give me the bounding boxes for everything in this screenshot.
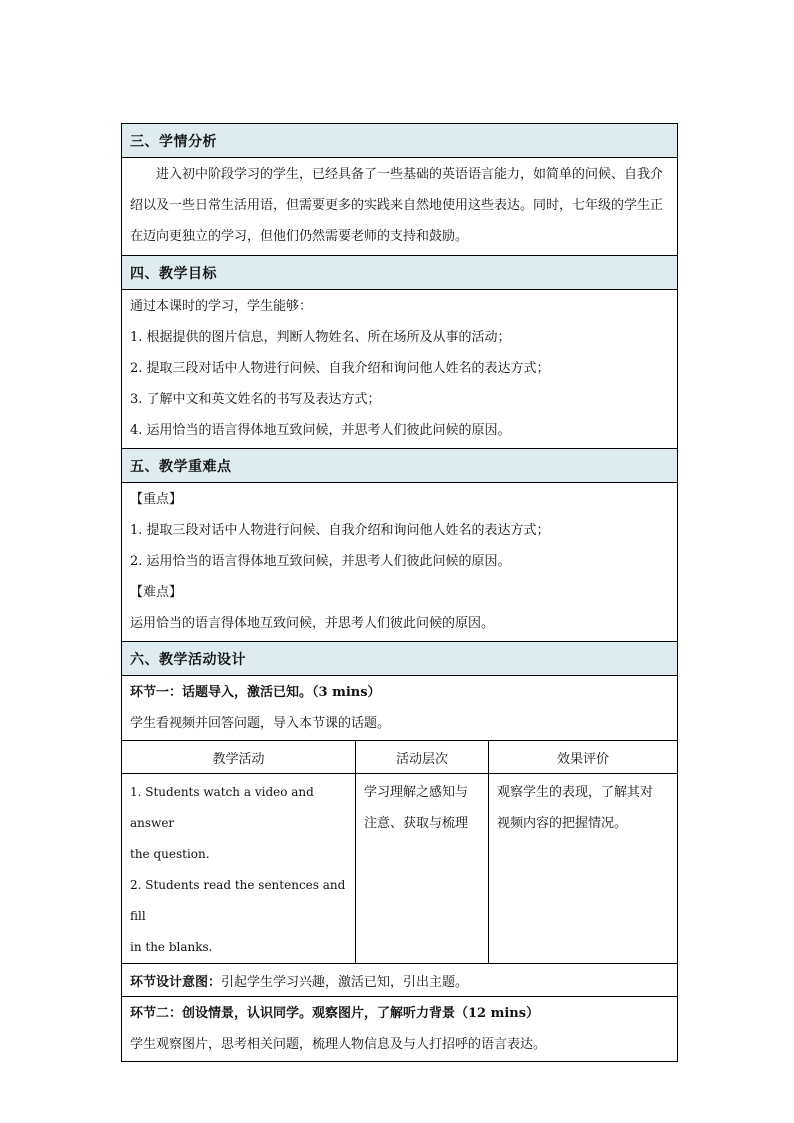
objective-item: 4. 运用恰当的语言得体地互致问候，并思考人们彼此问候的原因。 bbox=[130, 423, 511, 438]
step-1-description: 学生看视频并回答问题，导入本节课的话题。 bbox=[130, 716, 391, 731]
column-header-activity: 教学活动 bbox=[122, 741, 356, 774]
section-4-heading: 四、教学目标 bbox=[122, 256, 678, 290]
lesson-plan-table bbox=[121, 123, 678, 1062]
section-3-body-row bbox=[122, 158, 678, 256]
section-4-body-row bbox=[122, 290, 678, 449]
key-points-label: 【重点】 bbox=[130, 492, 183, 507]
step-1-row bbox=[122, 676, 678, 741]
step-2-title: 环节二：创设情景，认识同学。观察图片，了解听力背景（12 mins） bbox=[130, 1006, 540, 1021]
step-2-row bbox=[122, 997, 678, 1062]
section-6-heading: 六、教学活动设计 bbox=[122, 642, 678, 676]
objective-item: 1. 根据提供的图片信息，判断人物姓名、所在场所及从事的活动； bbox=[130, 330, 511, 345]
learner-analysis-paragraph: 进入初中阶段学习的学生，已经具备了一些基础的英语语言能力，如简单的问候、自我介绍以及一些日常生活用语，但需要更多的实践来自然地使用这些表达。同时，七年级的学生正在迈向更独立的学习，但他们仍然需要老师的支持和鼓励。 bbox=[130, 167, 664, 244]
activity-line: in the blanks. bbox=[130, 940, 213, 954]
activity-line: 1. Students watch a video and answer bbox=[130, 785, 314, 830]
design-intent-label: 环节设计意图： bbox=[130, 974, 222, 990]
objectives-intro: 通过本课时的学习，学生能够： bbox=[130, 299, 313, 314]
lesson-plan-document bbox=[121, 123, 677, 1062]
difficult-points-label: 【难点】 bbox=[130, 585, 183, 600]
activity-level-cell bbox=[356, 774, 489, 964]
activity-line: 2. Students read the sentences and fill bbox=[130, 878, 346, 923]
section-5-heading: 五、教学重难点 bbox=[122, 449, 678, 483]
level-line: 学习理解之感知与 bbox=[364, 785, 469, 800]
section-3-heading: 三、学情分析 bbox=[122, 124, 678, 158]
design-intent-row bbox=[122, 964, 678, 997]
key-point-item: 1. 提取三段对话中人物进行问候、自我介绍和询问他人姓名的表达方式； bbox=[130, 523, 550, 538]
activity-cell bbox=[122, 774, 356, 964]
section-5-header-row bbox=[122, 449, 678, 483]
section-5-body-row bbox=[122, 483, 678, 642]
section-3-header-row bbox=[122, 124, 678, 158]
level-line: 注意、获取与梳理 bbox=[364, 816, 469, 831]
section-6-header-row bbox=[122, 642, 678, 676]
difficult-point-text: 运用恰当的语言得体地互致问候，并思考人们彼此问候的原因。 bbox=[130, 616, 495, 631]
evaluation-line: 观察学生的表现，了解其对 bbox=[497, 785, 654, 800]
activity-line: the question. bbox=[130, 847, 210, 861]
key-point-item: 2. 运用恰当的语言得体地互致问候，并思考人们彼此问候的原因。 bbox=[130, 554, 511, 569]
design-intent-text: 引起学生学习兴趣，激活已知，引出主题。 bbox=[221, 974, 469, 990]
step-2-description: 学生观察图片，思考相关问题，梳理人物信息及与人打招呼的语言表达。 bbox=[130, 1037, 547, 1052]
section-4-header-row bbox=[122, 256, 678, 290]
objective-item: 3. 了解中文和英文姓名的书写及表达方式； bbox=[130, 392, 381, 407]
evaluation-cell bbox=[489, 774, 678, 964]
column-header-evaluation: 效果评价 bbox=[489, 741, 678, 774]
evaluation-line: 视频内容的把握情况。 bbox=[497, 816, 628, 831]
column-header-level: 活动层次 bbox=[356, 741, 489, 774]
activity-table-header-row bbox=[122, 741, 678, 774]
objective-item: 2. 提取三段对话中人物进行问候、自我介绍和询问他人姓名的表达方式； bbox=[130, 361, 550, 376]
activity-table-row bbox=[122, 774, 678, 964]
step-1-title: 环节一：话题导入，激活已知。（3 mins） bbox=[130, 685, 381, 700]
